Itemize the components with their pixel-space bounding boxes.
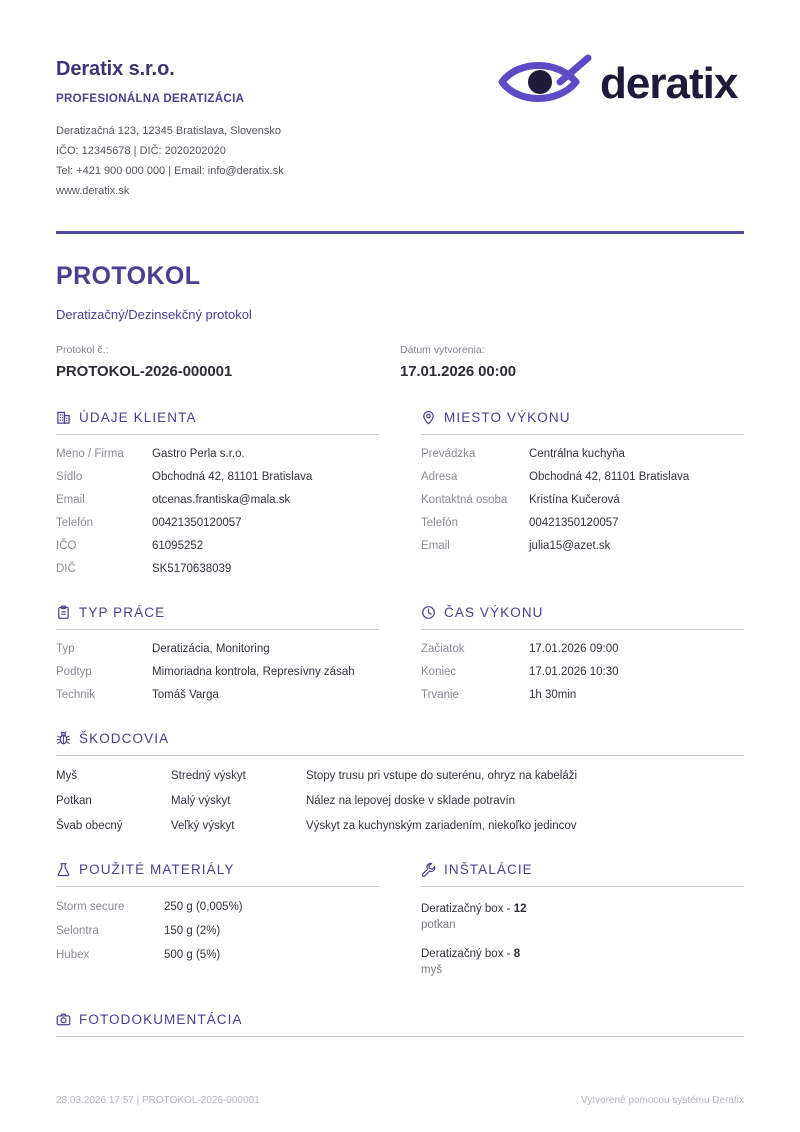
company-tax-ids: IČO: 12345678 | DIČ: 2020202020 [56, 145, 226, 157]
field-value: SK5170638039 [152, 563, 232, 575]
header-divider [56, 231, 744, 234]
field-row [56, 471, 379, 483]
pest-level: Stredný výskyt [171, 770, 246, 782]
svg-text:deratix: deratix [600, 59, 738, 108]
section-title: ÚDAJE KLIENTA [79, 410, 197, 425]
company-website: www.deratix.sk [56, 185, 130, 197]
section-header [56, 731, 744, 756]
field-value: otcenas.frantiska@mala.sk [152, 494, 291, 506]
protocol-number-label: Protokol č.: [56, 344, 109, 356]
section-header [421, 410, 744, 435]
field-row [421, 517, 744, 529]
section-client-data [56, 410, 379, 575]
table-row [56, 795, 744, 807]
material-row [56, 925, 379, 937]
pest-level: Malý výskyt [171, 795, 231, 807]
company-info [56, 52, 284, 201]
field-row [421, 471, 744, 483]
field-label: Trvanie [421, 689, 459, 701]
table-row [56, 820, 744, 832]
company-logo [482, 52, 744, 110]
field-value: julia15@azet.sk [529, 540, 611, 552]
installation-row [421, 901, 744, 933]
info-row-client-location [56, 380, 744, 575]
installation-target: myš [421, 964, 443, 976]
field-value: 61095252 [152, 540, 204, 552]
table-row [56, 770, 744, 782]
field-label: IČO [56, 540, 77, 552]
building-icon [56, 410, 71, 425]
field-value: 00421350120057 [529, 517, 619, 529]
page-footer [56, 1085, 744, 1106]
section-materials [56, 862, 379, 961]
material-row [56, 949, 379, 961]
bug-icon [56, 731, 71, 746]
created-date-group [400, 344, 744, 380]
field-row [421, 666, 744, 678]
section-header [56, 605, 379, 630]
field-row [56, 517, 379, 529]
pest-name: Potkan [56, 795, 92, 807]
field-value: Gastro Perla s.r.o. [152, 448, 245, 460]
field-value: Kristína Kučerová [529, 494, 620, 506]
page-subtitle: Deratizačný/Dezinsekčný protokol [56, 307, 252, 322]
section-header [421, 862, 744, 887]
section-time [421, 605, 744, 701]
field-label: Typ [56, 643, 75, 655]
column-right-time [421, 575, 744, 701]
camera-icon [56, 1012, 71, 1027]
column-right-location [421, 380, 744, 575]
wrench-icon [421, 862, 436, 877]
field-row [421, 448, 744, 460]
material-name: Selontra [56, 925, 99, 937]
worktype-field-list [56, 643, 379, 701]
field-value: Deratizácia, Monitoring [152, 643, 270, 655]
installation-count: 8 [513, 948, 521, 960]
field-label: Technik [56, 689, 95, 701]
field-label: Kontaktná osoba [421, 494, 508, 506]
installations-list [421, 901, 744, 978]
client-field-list [56, 448, 379, 575]
section-location [421, 410, 744, 552]
section-title: ČAS VÝKONU [444, 605, 544, 620]
section-pests [56, 731, 744, 832]
time-field-list [421, 643, 744, 701]
company-phone-email: Tel: +421 900 000 000 | Email: info@deratix.sk [56, 165, 284, 177]
installation-main [421, 901, 744, 917]
column-left-materials [56, 832, 379, 978]
pest-name: Švab obecný [56, 820, 123, 832]
material-amount: 500 g (5%) [164, 949, 221, 961]
document-meta [56, 344, 744, 380]
materials-list [56, 901, 379, 961]
footer-left-text: 28.03.2026 17:57 | PROTOKOL-2026-000001 [56, 1095, 260, 1106]
section-header [56, 410, 379, 435]
material-name: Hubex [56, 949, 90, 961]
created-date-label: Dátum vytvorenia: [400, 344, 485, 356]
section-photo-documentation [56, 1012, 744, 1037]
field-value: Obchodná 42, 81101 Bratislava [529, 471, 690, 483]
field-row [56, 448, 379, 460]
field-value: Tomáš Varga [152, 689, 219, 701]
company-name: Deratix s.r.o. [56, 58, 175, 80]
section-title: INŠTALÁCIE [444, 862, 533, 877]
column-left-worktype [56, 575, 379, 701]
deratix-logo-icon [496, 54, 744, 110]
pest-level: Veľký výskyt [171, 820, 235, 832]
field-label: Začiatok [421, 643, 465, 655]
section-header [56, 862, 379, 887]
company-tagline: PROFESIONÁLNA DERATIZÁCIA [56, 93, 245, 105]
field-value: Obchodná 42, 81101 Bratislava [152, 471, 313, 483]
installation-main [421, 946, 744, 962]
letterhead [56, 52, 744, 201]
protocol-number-group [56, 344, 400, 380]
page-title: PROTOKOL [56, 262, 201, 290]
installation-name: Deratizačný box - [421, 903, 514, 915]
created-date-value: 17.01.2026 00:00 [400, 363, 517, 380]
info-row-worktype-time [56, 575, 744, 701]
field-value: 17.01.2026 10:30 [529, 666, 619, 678]
clipboard-icon [56, 605, 71, 620]
pests-table [56, 770, 744, 832]
company-address: Deratizačná 123, 12345 Bratislava, Slovensko [56, 125, 282, 137]
clock-icon [421, 605, 436, 620]
field-row [56, 494, 379, 506]
field-row [421, 643, 744, 655]
material-amount: 150 g (2%) [164, 925, 221, 937]
material-row [56, 901, 379, 913]
section-header [56, 1012, 744, 1037]
protocol-number-value: PROTOKOL-2026-000001 [56, 363, 233, 380]
material-amount: 250 g (0,005%) [164, 901, 243, 913]
section-title: FOTODOKUMENTÁCIA [79, 1012, 243, 1027]
field-label: Telefón [56, 517, 94, 529]
section-title: ŠKODCOVIA [79, 731, 170, 746]
section-title: TYP PRÁCE [79, 605, 166, 620]
company-contact-block [56, 121, 284, 201]
flask-icon [56, 862, 71, 877]
field-row [56, 643, 379, 655]
field-label: Podtyp [56, 666, 92, 678]
section-header [421, 605, 744, 630]
field-label: Adresa [421, 471, 458, 483]
field-value: Centrálna kuchyňa [529, 448, 625, 460]
location-field-list [421, 448, 744, 552]
field-row [56, 563, 379, 575]
field-row [421, 540, 744, 552]
field-value: 17.01.2026 09:00 [529, 643, 619, 655]
footer-right-text: Vytvorené pomocou systému Deratix [580, 1095, 744, 1106]
field-label: Koniec [421, 666, 457, 678]
pest-note: Stopy trusu pri vstupe do suterénu, ohryz na kabeláži [306, 770, 578, 782]
field-label: Email [56, 494, 85, 506]
column-right-installations [421, 832, 744, 978]
section-work-type [56, 605, 379, 701]
field-value: Mimoriadna kontrola, Represívny zásah [152, 666, 355, 678]
field-label: Meno / Firma [56, 448, 124, 460]
field-label: Email [421, 540, 450, 552]
installation-row [421, 946, 744, 978]
field-label: Prevádzka [421, 448, 476, 460]
section-installations [421, 862, 744, 978]
field-value: 00421350120057 [152, 517, 242, 529]
pest-note: Výskyt za kuchynským zariadením, niekoľko jedincov [306, 820, 577, 832]
field-label: DIČ [56, 563, 76, 575]
section-title: POUŽITÉ MATERIÁLY [79, 862, 235, 877]
installation-count: 12 [513, 903, 527, 915]
info-row-materials-installations [56, 832, 744, 978]
field-row [56, 540, 379, 552]
section-title: MIESTO VÝKONU [444, 410, 571, 425]
material-name: Storm secure [56, 901, 125, 913]
field-value: 1h 30min [529, 689, 577, 701]
field-row [56, 689, 379, 701]
column-left-client [56, 380, 379, 575]
field-label: Sídlo [56, 471, 83, 483]
pest-note: Nález na lepovej doske v sklade potravín [306, 795, 516, 807]
installation-name: Deratizačný box - [421, 948, 514, 960]
field-row [421, 494, 744, 506]
field-row [421, 689, 744, 701]
field-label: Telefón [421, 517, 459, 529]
map-pin-icon [421, 410, 436, 425]
pest-name: Myš [56, 770, 78, 782]
field-row [56, 666, 379, 678]
installation-target: potkan [421, 919, 456, 931]
